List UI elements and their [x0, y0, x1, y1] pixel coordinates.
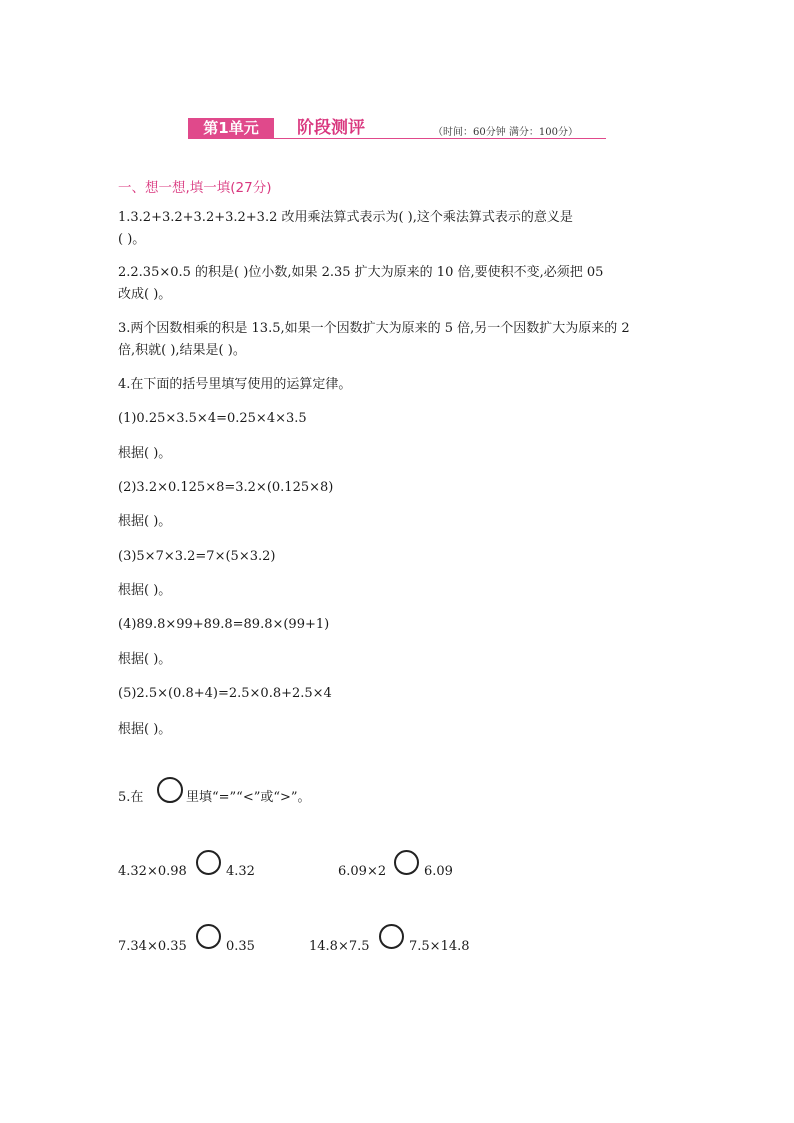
compare-1-circle[interactable]	[196, 850, 221, 875]
question-5-prefix: 5.在	[118, 790, 144, 805]
q4-answer-4: 根据( )。	[118, 652, 172, 667]
question-3-line-2: 倍,积就( ),结果是( )。	[118, 343, 246, 358]
q4-expression-2: (2)3.2×0.125×8=3.2×(0.125×8)	[118, 480, 334, 495]
question-2-line-2: 改成( )。	[118, 287, 172, 302]
compare-3-left: 7.34×0.35	[118, 939, 187, 954]
compare-1-right: 4.32	[226, 864, 255, 879]
page-title: 阶段测评	[297, 118, 365, 138]
compare-4-left: 14.8×7.5	[309, 939, 370, 954]
question-1-line-1: 1.3.2+3.2+3.2+3.2+3.2 改用乘法算式表示为( ),这个乘法算式表示的意义是	[118, 210, 573, 225]
compare-2-circle[interactable]	[394, 850, 419, 875]
question-4-intro: 4.在下面的括号里填写使用的运算定律。	[118, 377, 352, 392]
q4-expression-1: (1)0.25×3.5×4=0.25×4×3.5	[118, 411, 307, 426]
q4-expression-4: (4)89.8×99+89.8=89.8×(99+1)	[118, 617, 330, 632]
question-5-suffix: 里填“=”“<”或“>”。	[186, 790, 311, 805]
q4-answer-2: 根据( )。	[118, 514, 172, 529]
q4-expression-5: (5)2.5×(0.8+4)=2.5×0.8+2.5×4	[118, 686, 332, 701]
unit-tag: 第1单元	[188, 118, 274, 138]
q4-answer-1: 根据( )。	[118, 446, 172, 461]
q4-answer-3: 根据( )。	[118, 583, 172, 598]
compare-3-right: 0.35	[226, 939, 255, 954]
compare-3-circle[interactable]	[196, 924, 221, 949]
q4-answer-5: 根据( )。	[118, 722, 172, 737]
exam-meta: （时间：60分钟 满分：100分）	[433, 127, 578, 138]
question-3-line-1: 3.两个因数相乘的积是 13.5,如果一个因数扩大为原来的 5 倍,另一个因数扩大为原来的 2	[118, 321, 630, 336]
circle-icon	[157, 777, 183, 803]
compare-2-right: 6.09	[424, 864, 453, 879]
section-title: 一、想一想,填一填(27分)	[118, 180, 272, 196]
q4-expression-3: (3)5×7×3.2=7×(5×3.2)	[118, 549, 276, 564]
compare-4-right: 7.5×14.8	[409, 939, 470, 954]
question-1-line-2: ( )。	[118, 232, 146, 247]
compare-1-left: 4.32×0.98	[118, 864, 187, 879]
question-2-line-1: 2.2.35×0.5 的积是( )位小数,如果 2.35 扩大为原来的 10 倍,要使积不变,必须把 05	[118, 265, 604, 280]
compare-4-circle[interactable]	[379, 924, 404, 949]
compare-2-left: 6.09×2	[338, 864, 387, 879]
header-rule	[188, 138, 606, 139]
